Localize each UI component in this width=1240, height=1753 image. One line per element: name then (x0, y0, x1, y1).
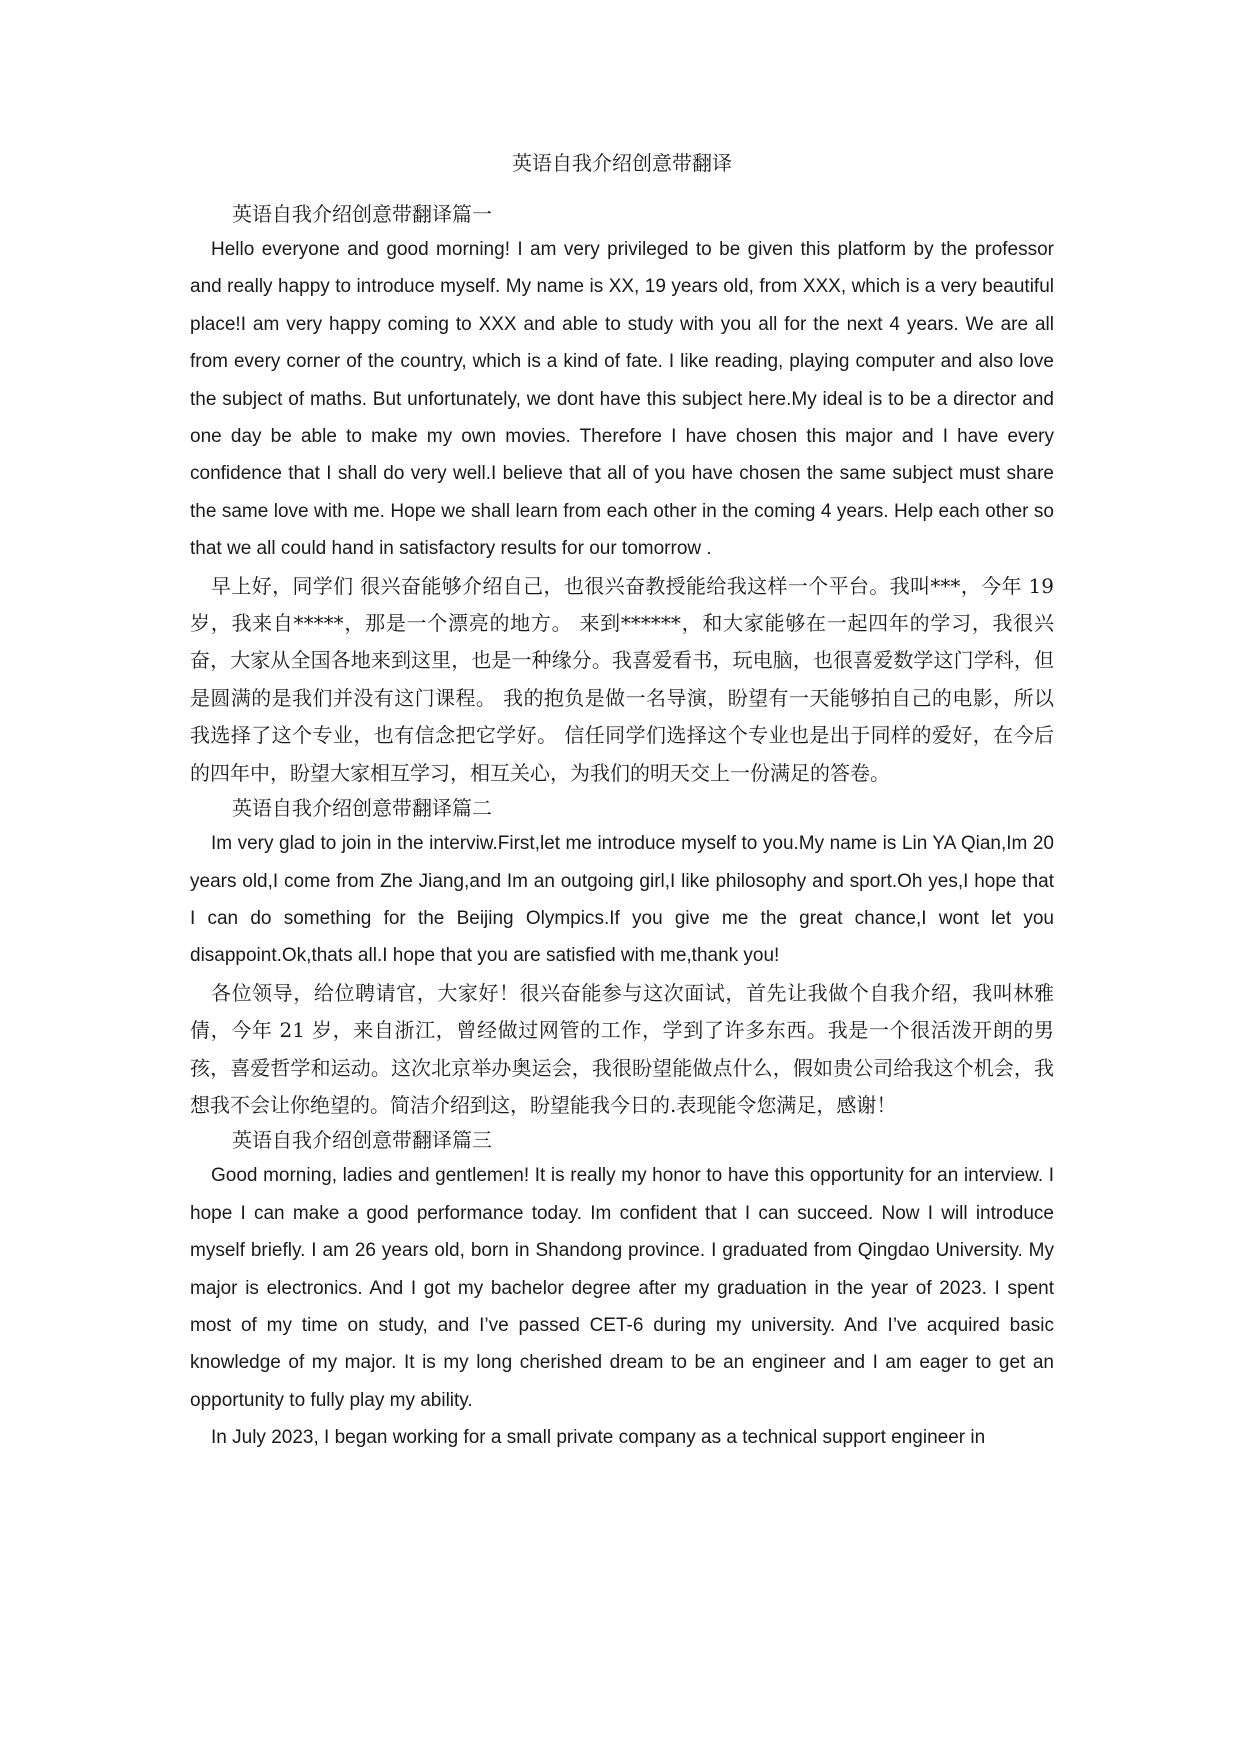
section-heading: 英语自我介绍创意带翻译篇三 (232, 1128, 492, 1153)
section-heading: 英语自我介绍创意带翻译篇二 (232, 796, 492, 821)
english-paragraph: Hello everyone and good morning! I am very privileged to be given this platform by the professor and really happy to introduce myself. My name is XX, 19 years old, from XXX, which is a very beautiful place!I am very happy coming to XXX and able to study with you all for the next 4 years. We are all from every corner of the country, which is a kind of fate. I like reading, playing computer and also love the subject of maths. But unfortunately, we dont have this subject here.My ideal is to be a director and one day be able to make my own movies. Therefore I have chosen this major and I have every confidence that I shall do very well.I believe that all of you have chosen the same subject must share the same love with me. Hope we shall learn from each other in the coming 4 years. Help each other so that we all could hand in satisfactory results for our tomorrow . (190, 239, 1054, 560)
chinese-paragraph: 各位领导，给位聘请官，大家好！很兴奋能参与这次面试，首先让我做个自我介绍，我叫林雅倩，今年 21 岁，来自浙江，曾经做过网管的工作，学到了许多东西。我是一个很活泼开朗的男孩，喜爱哲学和运动。这次北京举办奥运会，我很盼望能做点什么，假如贵公司给我这个机会，我想我不会让你绝望的。简洁介绍到这，盼望能我今日的.表现能令您满足，感谢！ (190, 980, 1054, 1117)
document-page (190, 148, 1054, 1457)
english-paragraph: Good morning, ladies and gentlemen! It is really my honor to have this opportunity for an interview. I hope I can make a good performance today. Im confident that I can succeed. Now I will introduce myself briefly. I am 26 years old, born in Shandong province. I graduated from Qingdao University. My major is electronics. And I got my bachelor degree after my graduation in the year of 2023. I spent most of my time on study, and I’ve passed CET-6 during my university. And I’ve acquired basic knowledge of my major. It is my long cherished dream to be an engineer and I am eager to get an opportunity to fully play my ability. (190, 1165, 1054, 1411)
english-paragraph: In July 2023, I began working for a small private company as a technical support engineer in (211, 1427, 986, 1449)
document-title: 英语自我介绍创意带翻译 (512, 151, 732, 175)
english-paragraph: Im very glad to join in the interviw.First,let me introduce myself to you.My name is Lin YA Qian,Im 20 years old,I come from Zhe Jiang,and Im an outgoing girl,I like philosophy and sport.Oh yes,I hope that I can do something for the Beijing Olympics.If you give me the great chance,I wont let you disappoint.Ok,thats all.I hope that you are satisfied with me,thank you! (190, 833, 1054, 967)
section-heading: 英语自我介绍创意带翻译篇一 (232, 202, 492, 226)
chinese-paragraph: 早上好，同学们 很兴奋能够介绍自己，也很兴奋教授能给我这样一个平台。我叫***，今年 19 岁，我来自*****，那是一个漂亮的地方。 来到******，和大家能够在一起四年的学习，我很兴奋，大家从全国各地来到这里，也是一种缘分。我喜爱看书，玩电脑，也很喜爱数学这门学科，但是圆满的是我们并没有这门课程。 我的抱负是做一名导演，盼望有一天能够拍自己的电影，所以我选择了这个专业，也有信念把它学好。 信任同学们选择这个专业也是出于同样的爱好，在今后的四年中，盼望大家相互学习，相互关心，为我们的明天交上一份满足的答卷。 (190, 573, 1054, 785)
